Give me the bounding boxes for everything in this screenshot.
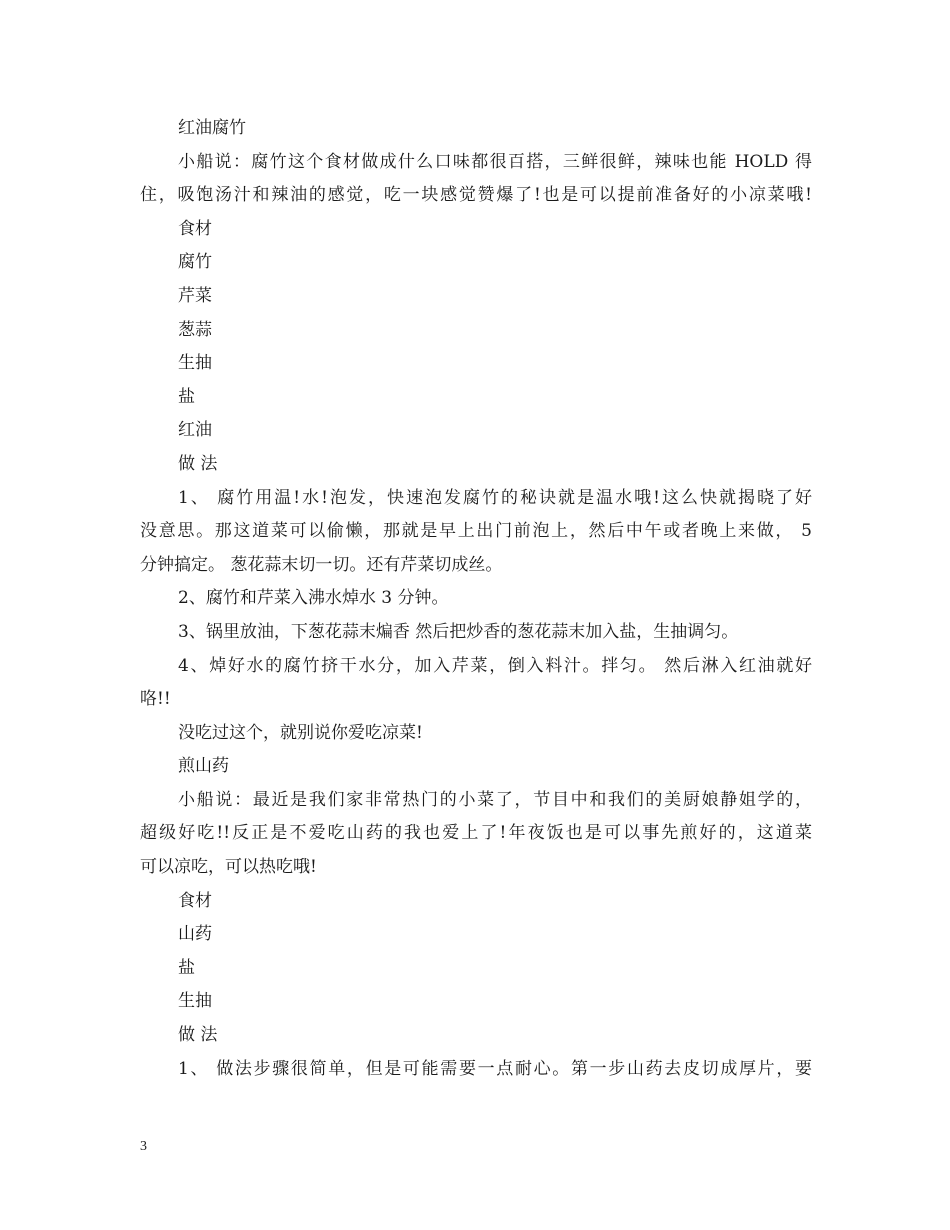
text-line: 生抽 [178,991,212,1012]
text-line: 红油腐竹 [178,118,246,138]
text-line: 1、 做法步骤很简单，但是可能需要一点耐心。第一步山药去皮切成厚片，要 [178,1058,812,1079]
text-line: 小船说：最近是我们家非常热门的小菜了，节目中和我们的美厨娘静姐学的， [178,789,812,810]
text-line: 腐竹 [178,252,212,273]
text-line: 做 法 [178,453,218,474]
text-line: 葱蒜 [178,319,212,340]
text-line: 食材 [178,218,212,239]
page-body [140,112,812,1086]
page-number: 3 [140,1139,147,1154]
text-line: 山药 [178,924,212,945]
text-line: 食材 [178,890,212,911]
text-line: 小船说：腐竹这个食材做成什么口味都很百搭，三鲜很鲜，辣味也能 HOLD 得 [178,151,812,172]
text-line: 住，吸饱汤汁和辣油的感觉，吃一块感觉赞爆了!也是可以提前准备好的小凉菜哦! [140,185,812,206]
text-line: 4、焯好水的腐竹挤干水分，加入芹菜，倒入料汁。拌匀。 然后淋入红油就好 [178,655,812,676]
text-line: 超级好吃!!反正是不爱吃山药的我也爱上了!年夜饭也是可以事先煎好的，这道菜 [140,823,812,844]
text-line: 生抽 [178,353,212,374]
text-line: 芹菜 [178,285,212,306]
text-line: 煎山药 [178,756,229,777]
text-line: 盐 [178,386,195,407]
text-line: 分钟搞定。 葱花蒜末切一切。还有芹菜切成丝。 [140,554,503,575]
text-line: 没意思。那这道菜可以偷懒，那就是早上出门前泡上，然后中午或者晚上来做， 5 [140,521,812,542]
text-line: 咯!! [140,689,171,710]
text-line: 2、腐竹和芹菜入沸水焯水 3 分钟。 [178,588,449,609]
text-line: 盐 [178,957,195,978]
text-line: 红油 [178,420,212,441]
text-line: 1、 腐竹用温!水!泡发，快速泡发腐竹的秘诀就是温水哦!这么快就揭晓了好 [178,487,812,508]
text-line: 3、锅里放油，下葱花蒜末煸香 然后把炒香的葱花蒜末加入盐，生抽调匀。 [178,621,739,642]
text-line: 可以凉吃，可以热吃哦! [140,857,317,878]
text-line: 没吃过这个，就别说你爱吃凉菜! [178,722,423,743]
text-line: 做 法 [178,1025,218,1046]
